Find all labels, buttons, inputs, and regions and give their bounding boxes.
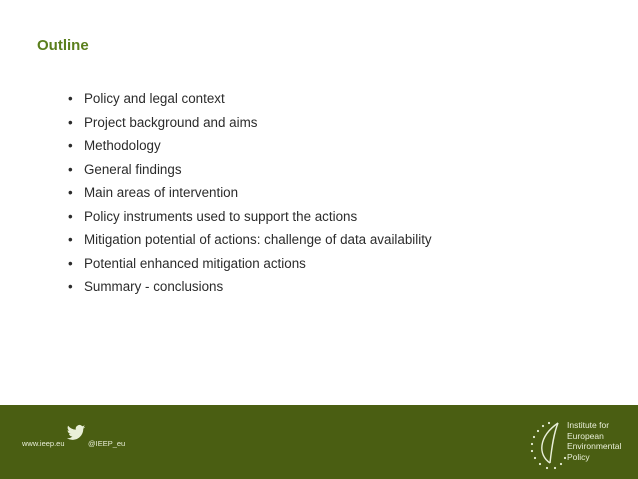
- list-item-label: Policy instruments used to support the actions: [84, 208, 358, 224]
- outline-list: [68, 91, 432, 303]
- logo-line: European: [567, 430, 604, 441]
- twitter-handle[interactable]: @IEEP_eu: [88, 439, 126, 448]
- website-link[interactable]: www.ieep.eu: [22, 439, 65, 448]
- footer-bar: [0, 405, 638, 479]
- bullet-glyph: •: [68, 91, 73, 106]
- list-item: [68, 138, 432, 162]
- ieep-logo: [528, 415, 572, 471]
- list-item-label: Main areas of intervention: [84, 185, 239, 200]
- list-item: [68, 279, 432, 303]
- bullet-glyph: •: [68, 279, 73, 294]
- logo-line: Environmental: [567, 441, 622, 451]
- logo-line: Policy: [567, 451, 590, 462]
- list-item: [68, 209, 432, 233]
- list-item: [68, 185, 432, 209]
- bullet-glyph: •: [68, 185, 73, 200]
- list-item-label: Policy and legal context: [84, 91, 225, 106]
- list-item-label: Summary - conclusions: [84, 279, 224, 294]
- bullet-glyph: •: [68, 208, 73, 224]
- list-item: [68, 115, 432, 139]
- list-item: [68, 256, 432, 280]
- list-item-label: Project background and aims: [84, 114, 258, 130]
- slide-title: Outline: [37, 37, 89, 54]
- bullet-glyph: •: [68, 255, 73, 271]
- bullet-glyph: •: [68, 161, 73, 177]
- list-item: [68, 162, 432, 186]
- bullet-glyph: •: [68, 138, 73, 153]
- list-item: [68, 91, 432, 115]
- logo-line: Institute for: [567, 420, 610, 430]
- list-item-label: Potential enhanced mitigation actions: [84, 255, 306, 271]
- list-item-label: Methodology: [84, 138, 161, 153]
- list-item-label: General findings: [84, 161, 182, 177]
- bullet-glyph: •: [68, 232, 73, 247]
- bullet-glyph: •: [68, 114, 73, 130]
- list-item: [68, 232, 432, 256]
- twitter-bird-icon[interactable]: [66, 423, 86, 443]
- list-item-label: Mitigation potential of actions: challenge of data availability: [84, 232, 432, 247]
- ieep-logo-text: [567, 420, 621, 462]
